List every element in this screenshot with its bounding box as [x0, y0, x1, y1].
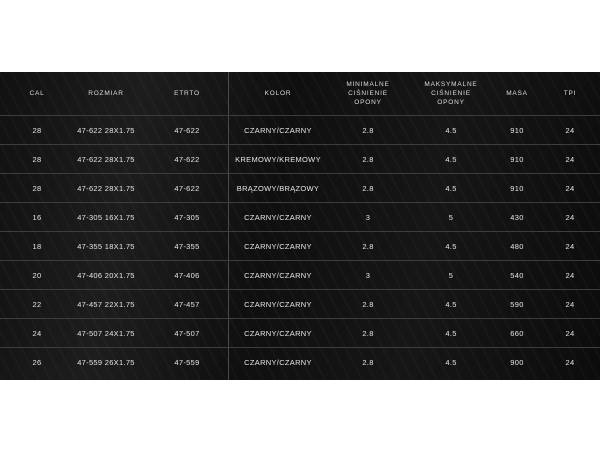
cell-masa: 660 [510, 328, 524, 338]
cell-kolor: CZARNY/CZARNY [244, 299, 312, 309]
cell-min-pressure: 2.8 [362, 299, 374, 309]
header-masa: MASA [506, 90, 528, 97]
cell-rozmiar: 47-559 26X1.75 [77, 357, 135, 367]
cell-tpi: 24 [565, 357, 575, 367]
cell-masa: 430 [510, 212, 524, 222]
cell-rozmiar: 47-457 22X1.75 [77, 299, 135, 309]
cell-rozmiar: 47-622 28X1.75 [77, 154, 135, 164]
cell-min-pressure: 2.8 [362, 183, 374, 193]
cell-kolor: KREMOWY/KREMOWY [235, 154, 321, 164]
cell-kolor: CZARNY/CZARNY [244, 270, 312, 280]
cell-etrto: 47-559 [174, 357, 200, 367]
cell-cal: 28 [32, 183, 42, 193]
cell-tpi: 24 [565, 125, 575, 135]
table-row [0, 260, 600, 289]
cell-max-pressure: 4.5 [445, 154, 457, 164]
cell-etrto: 47-406 [174, 270, 200, 280]
cell-max-pressure: 4.5 [445, 357, 457, 367]
cell-max-pressure: 5 [448, 270, 454, 280]
cell-masa: 900 [510, 357, 524, 367]
table-row [0, 289, 600, 318]
cell-min-pressure: 2.8 [362, 241, 374, 251]
cell-cal: 26 [32, 357, 42, 367]
table-row [0, 202, 600, 231]
cell-min-pressure: 2.8 [362, 328, 374, 338]
cell-kolor: CZARNY/CZARNY [244, 328, 312, 338]
cell-masa: 910 [510, 125, 524, 135]
cell-masa: 910 [510, 183, 524, 193]
cell-kolor: CZARNY/CZARNY [244, 241, 312, 251]
cell-max-pressure: 5 [448, 212, 454, 222]
header-max-line3: OPONY [437, 99, 465, 106]
table-row [0, 144, 600, 173]
table-row [0, 115, 600, 144]
cell-max-pressure: 4.5 [445, 328, 457, 338]
table-row [0, 318, 600, 347]
cell-tpi: 24 [565, 212, 575, 222]
cell-max-pressure: 4.5 [445, 125, 457, 135]
header-min-line1: MINIMALNE [346, 81, 390, 88]
cell-max-pressure: 4.5 [445, 299, 457, 309]
cell-kolor: BRĄZOWY/BRĄZOWY [236, 183, 320, 193]
cell-cal: 20 [32, 270, 42, 280]
header-max-line2: CIŚNIENIE [431, 90, 471, 97]
table-header [0, 72, 600, 115]
cell-min-pressure: 2.8 [362, 125, 374, 135]
cell-min-pressure: 3 [365, 270, 371, 280]
cell-etrto: 47-507 [174, 328, 200, 338]
cell-min-pressure: 2.8 [362, 357, 374, 367]
cell-etrto: 47-305 [174, 212, 200, 222]
header-min-line2: CIŚNIENIE [348, 90, 388, 97]
cell-rozmiar: 47-507 24X1.75 [77, 328, 135, 338]
cell-etrto: 47-457 [174, 299, 200, 309]
header-max-pressure [424, 72, 477, 115]
cell-masa: 590 [510, 299, 524, 309]
cell-tpi: 24 [565, 241, 575, 251]
table-row [0, 347, 600, 376]
cell-min-pressure: 2.8 [362, 154, 374, 164]
cell-max-pressure: 4.5 [445, 241, 457, 251]
cell-rozmiar: 47-355 18X1.75 [77, 241, 135, 251]
cell-etrto: 47-622 [174, 183, 200, 193]
header-rozmiar: ROZMIAR [88, 90, 124, 97]
header-min-pressure [346, 72, 389, 115]
cell-etrto: 47-622 [174, 125, 200, 135]
cell-masa: 910 [510, 154, 524, 164]
cell-rozmiar: 47-406 20X1.75 [77, 270, 135, 280]
cell-etrto: 47-622 [174, 154, 200, 164]
cell-cal: 18 [32, 241, 42, 251]
header-cal: CAL [29, 90, 45, 97]
cell-rozmiar: 47-305 16X1.75 [77, 212, 135, 222]
cell-cal: 22 [32, 299, 42, 309]
cell-rozmiar: 47-622 28X1.75 [77, 183, 135, 193]
header-tpi: TPI [563, 90, 577, 97]
cell-masa: 480 [510, 241, 524, 251]
cell-max-pressure: 4.5 [445, 183, 457, 193]
cell-cal: 16 [32, 212, 42, 222]
cell-cal: 28 [32, 125, 42, 135]
header-etrto: ETRTO [174, 90, 200, 97]
header-kolor: KOLOR [264, 90, 292, 97]
cell-cal: 24 [32, 328, 42, 338]
cell-tpi: 24 [565, 270, 575, 280]
tire-spec-table [0, 72, 600, 380]
header-max-line1: MAKSYMALNE [424, 81, 478, 88]
cell-kolor: CZARNY/CZARNY [244, 212, 312, 222]
cell-cal: 28 [32, 154, 42, 164]
table-row [0, 231, 600, 260]
cell-kolor: CZARNY/CZARNY [244, 357, 312, 367]
cell-kolor: CZARNY/CZARNY [244, 125, 312, 135]
cell-rozmiar: 47-622 28X1.75 [77, 125, 135, 135]
cell-tpi: 24 [565, 299, 575, 309]
cell-tpi: 24 [565, 154, 575, 164]
table-row [0, 173, 600, 202]
header-min-line3: OPONY [354, 99, 382, 106]
cell-tpi: 24 [565, 328, 575, 338]
cell-min-pressure: 3 [365, 212, 371, 222]
cell-masa: 540 [510, 270, 524, 280]
cell-tpi: 24 [565, 183, 575, 193]
cell-etrto: 47-355 [174, 241, 200, 251]
